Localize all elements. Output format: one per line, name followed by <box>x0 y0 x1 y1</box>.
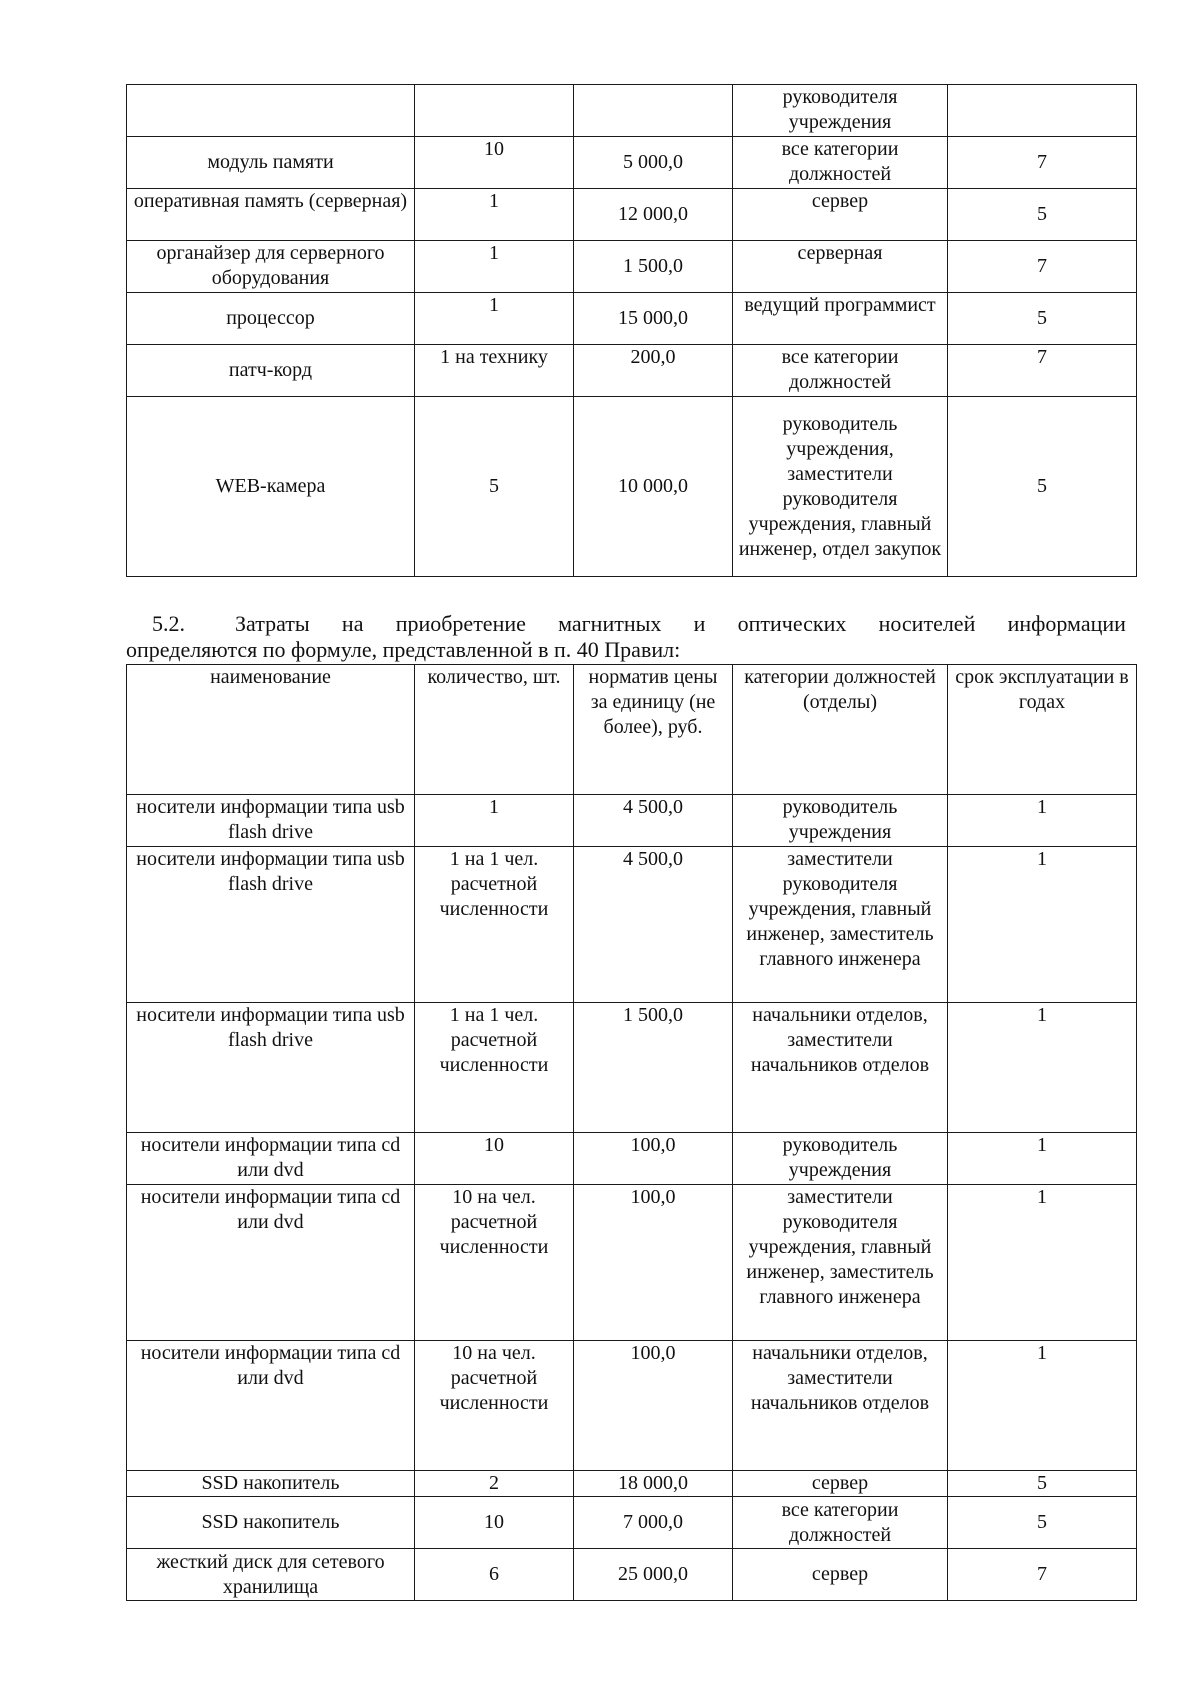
cell-category: заместители руководителя учреждения, главный инженер, заместитель главного инженера <box>733 847 948 1003</box>
cell-price: 10 000,0 <box>574 397 733 577</box>
cell-name <box>127 85 415 137</box>
cell-name: носители информации типа cd или dvd <box>127 1133 415 1185</box>
cell-name: носители информации типа usb flash drive <box>127 847 415 1003</box>
cell-price <box>574 85 733 137</box>
table-row <box>127 847 1137 1003</box>
table-row <box>127 1003 1137 1133</box>
cell-category: ведущий программист <box>733 293 948 345</box>
cell-term: 5 <box>948 397 1137 577</box>
cell-category: все категории должностей <box>733 1497 948 1549</box>
cell-name: оперативная память (серверная) <box>127 189 415 241</box>
cell-category: сервер <box>733 189 948 241</box>
cell-category: сервер <box>733 1471 948 1497</box>
cell-name: SSD накопитель <box>127 1497 415 1549</box>
cell-qty: 1 <box>415 293 574 345</box>
cell-term: 1 <box>948 1133 1137 1185</box>
cell-price: 1 500,0 <box>574 1003 733 1133</box>
table-row <box>127 1471 1137 1497</box>
table-row <box>127 85 1137 137</box>
cell-term: 1 <box>948 1185 1137 1341</box>
cell-category: все категории должностей <box>733 137 948 189</box>
table-header-row <box>127 665 1137 795</box>
header-qty: количество, шт. <box>415 665 574 795</box>
cell-price: 1 500,0 <box>574 241 733 293</box>
cell-category: руководитель учреждения <box>733 1133 948 1185</box>
table-row <box>127 189 1137 241</box>
cell-name: SSD накопитель <box>127 1471 415 1497</box>
table-row <box>127 1497 1137 1549</box>
table-row <box>127 1549 1137 1601</box>
table-row <box>127 345 1137 397</box>
cell-category: заместители руководителя учреждения, главный инженер, заместитель главного инженера <box>733 1185 948 1341</box>
cell-category: сервер <box>733 1549 948 1601</box>
table-row <box>127 293 1137 345</box>
table-row <box>127 1133 1137 1185</box>
storage-media-table <box>126 664 1137 1601</box>
cell-qty: 1 на технику <box>415 345 574 397</box>
cell-category: начальники отделов, заместители начальников отделов <box>733 1003 948 1133</box>
cell-category: руководителя учреждения <box>733 85 948 137</box>
cell-qty: 1 <box>415 241 574 293</box>
cell-term: 5 <box>948 189 1137 241</box>
paragraph-word: и <box>693 611 706 636</box>
paragraph-line-1 <box>126 611 1126 637</box>
cell-term: 1 <box>948 1341 1137 1471</box>
cell-term: 1 <box>948 1003 1137 1133</box>
cell-price: 25 000,0 <box>574 1549 733 1601</box>
paragraph-word: носителей <box>878 611 976 636</box>
cell-qty: 10 <box>415 1133 574 1185</box>
cell-name: носители информации типа cd или dvd <box>127 1185 415 1341</box>
cell-term: 7 <box>948 345 1137 397</box>
cell-category: руководитель учреждения, заместители руководителя учреждения, главный инженер, отдел закупок <box>733 397 948 577</box>
cell-term: 7 <box>948 137 1137 189</box>
paragraph-word: магнитных <box>558 611 662 636</box>
header-category: категории должностей (отделы) <box>733 665 948 795</box>
header-term: срок эксплуатации в годах <box>948 665 1137 795</box>
cell-term: 7 <box>948 241 1137 293</box>
cell-category: все категории должностей <box>733 345 948 397</box>
cell-qty: 1 на 1 чел. расчетной численности <box>415 847 574 1003</box>
section-paragraph <box>126 611 1126 663</box>
cell-price: 200,0 <box>574 345 733 397</box>
cell-category: серверная <box>733 241 948 293</box>
cell-qty: 10 <box>415 1497 574 1549</box>
cell-qty: 1 <box>415 795 574 847</box>
table-row <box>127 397 1137 577</box>
cell-price: 7 000,0 <box>574 1497 733 1549</box>
table-row <box>127 795 1137 847</box>
cell-name: WEB-камера <box>127 397 415 577</box>
cell-price: 4 500,0 <box>574 795 733 847</box>
cell-qty: 10 на чел. расчетной численности <box>415 1185 574 1341</box>
cell-price: 100,0 <box>574 1341 733 1471</box>
cell-qty: 5 <box>415 397 574 577</box>
cell-qty: 6 <box>415 1549 574 1601</box>
equipment-table <box>126 84 1137 577</box>
paragraph-line-2: определяются по формуле, представленной в п. 40 Правил: <box>126 637 681 662</box>
table-row <box>127 1341 1137 1471</box>
table-row <box>127 241 1137 293</box>
cell-name: носители информации типа usb flash drive <box>127 1003 415 1133</box>
paragraph-word: информации <box>1007 611 1126 636</box>
cell-qty: 10 на чел. расчетной численности <box>415 1341 574 1471</box>
cell-qty: 2 <box>415 1471 574 1497</box>
header-price: норматив цены за единицу (не более), руб. <box>574 665 733 795</box>
cell-name: модуль памяти <box>127 137 415 189</box>
paragraph-word: на <box>341 611 364 636</box>
cell-term: 5 <box>948 1471 1137 1497</box>
header-name: наименование <box>127 665 415 795</box>
cell-term: 7 <box>948 1549 1137 1601</box>
cell-name: носители информации типа cd или dvd <box>127 1341 415 1471</box>
cell-term: 5 <box>948 293 1137 345</box>
cell-qty <box>415 85 574 137</box>
cell-qty: 1 на 1 чел. расчетной численности <box>415 1003 574 1133</box>
cell-term <box>948 85 1137 137</box>
cell-name: носители информации типа usb flash drive <box>127 795 415 847</box>
cell-price: 15 000,0 <box>574 293 733 345</box>
paragraph-word: оптических <box>737 611 847 636</box>
cell-price: 5 000,0 <box>574 137 733 189</box>
table-row <box>127 1185 1137 1341</box>
cell-name: процессор <box>127 293 415 345</box>
cell-name: патч-корд <box>127 345 415 397</box>
cell-category: руководитель учреждения <box>733 795 948 847</box>
cell-name: органайзер для серверного оборудования <box>127 241 415 293</box>
table-row <box>127 137 1137 189</box>
paragraph-word: приобретение <box>395 611 526 636</box>
cell-category: начальники отделов, заместители начальников отделов <box>733 1341 948 1471</box>
cell-price: 12 000,0 <box>574 189 733 241</box>
section-number: 5.2. Затраты <box>152 611 310 636</box>
cell-term: 1 <box>948 847 1137 1003</box>
cell-price: 100,0 <box>574 1185 733 1341</box>
cell-qty: 10 <box>415 137 574 189</box>
cell-price: 18 000,0 <box>574 1471 733 1497</box>
cell-name: жесткий диск для сетевого хранилища <box>127 1549 415 1601</box>
cell-qty: 1 <box>415 189 574 241</box>
cell-price: 4 500,0 <box>574 847 733 1003</box>
cell-price: 100,0 <box>574 1133 733 1185</box>
cell-term: 1 <box>948 795 1137 847</box>
cell-term: 5 <box>948 1497 1137 1549</box>
